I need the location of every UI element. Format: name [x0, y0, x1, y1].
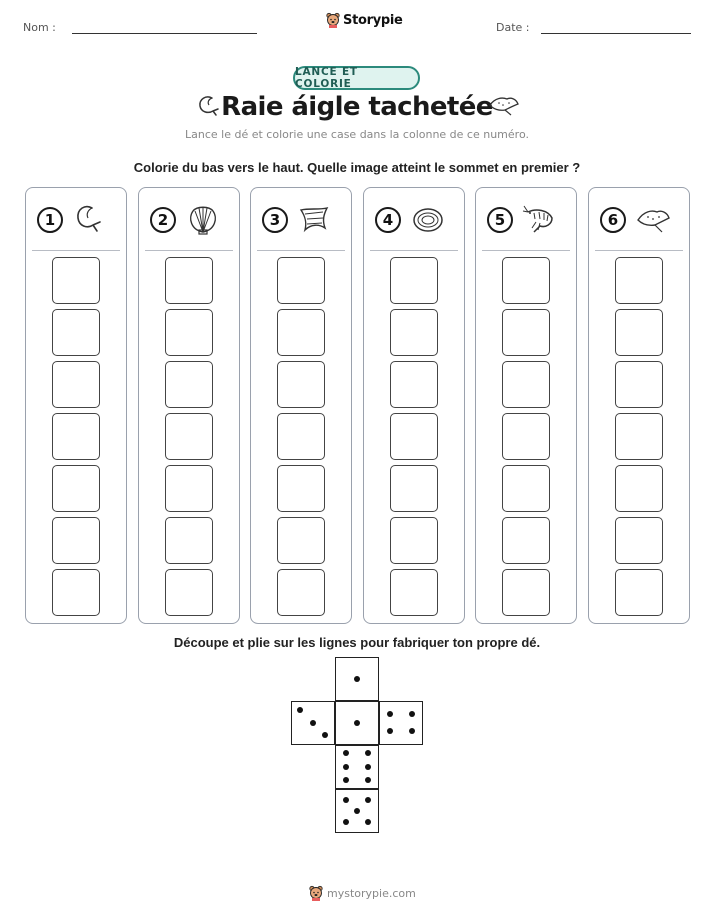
color-cell[interactable]: [390, 569, 438, 616]
instruction-bottom: Découpe et plie sur les lignes pour fabriquer ton propre dé.: [173, 635, 541, 650]
column-5: [475, 187, 577, 624]
color-cell[interactable]: [615, 413, 663, 460]
column-number: 4: [375, 207, 401, 233]
die-pip: [343, 764, 349, 770]
bear-logo-icon: [326, 12, 340, 28]
column-3: [250, 187, 352, 624]
column-6: [588, 187, 690, 624]
color-cell[interactable]: [277, 517, 325, 564]
column-divider: [145, 250, 233, 251]
color-cell[interactable]: [165, 309, 213, 356]
column-divider: [595, 250, 683, 251]
name-line[interactable]: [72, 33, 257, 34]
color-cell[interactable]: [502, 517, 550, 564]
die-pip: [387, 711, 393, 717]
column-divider: [257, 250, 345, 251]
die-pip: [365, 819, 371, 825]
footer-url: mystorypie.com: [327, 886, 416, 900]
column-2: [138, 187, 240, 624]
color-cell[interactable]: [277, 569, 325, 616]
die-pip: [343, 750, 349, 756]
die-face-4: [379, 701, 423, 745]
column-number: 1: [37, 207, 63, 233]
die-pip: [365, 777, 371, 783]
die-face-6: [335, 745, 379, 789]
instruction-top: Colorie du bas vers le haut. Quelle image atteint le sommet en premier ?: [133, 160, 581, 175]
color-cell[interactable]: [390, 413, 438, 460]
color-cell[interactable]: [615, 361, 663, 408]
die-pip: [365, 750, 371, 756]
color-cell[interactable]: [390, 465, 438, 512]
color-cell[interactable]: [277, 413, 325, 460]
fish-tail-icon: [297, 202, 333, 238]
die-pip: [387, 728, 393, 734]
stingray-icon: [487, 93, 521, 117]
color-cell[interactable]: [502, 413, 550, 460]
clam-icon: [410, 202, 446, 238]
footer: [309, 885, 416, 901]
hook-icon: [72, 202, 108, 238]
color-cell[interactable]: [52, 413, 100, 460]
die-pip: [322, 732, 328, 738]
column-divider: [32, 250, 120, 251]
color-cell[interactable]: [502, 257, 550, 304]
column-4: [363, 187, 465, 624]
color-cell[interactable]: [52, 517, 100, 564]
column-number: 2: [150, 207, 176, 233]
color-cell[interactable]: [52, 309, 100, 356]
die-pip: [354, 676, 360, 682]
die-pip: [365, 764, 371, 770]
column-divider: [370, 250, 458, 251]
color-cell[interactable]: [165, 361, 213, 408]
die-pip: [409, 728, 415, 734]
die-pip: [310, 720, 316, 726]
color-cell[interactable]: [615, 309, 663, 356]
activity-badge: LANCE ET COLORIE: [293, 66, 420, 90]
die-pip: [354, 720, 360, 726]
color-cell[interactable]: [52, 569, 100, 616]
color-cell[interactable]: [277, 465, 325, 512]
color-cell[interactable]: [165, 517, 213, 564]
column-number: 3: [262, 207, 288, 233]
die-pip: [343, 777, 349, 783]
color-cell[interactable]: [615, 517, 663, 564]
die-pip: [343, 797, 349, 803]
shrimp-icon: [522, 202, 558, 238]
color-cell[interactable]: [390, 517, 438, 564]
color-cell[interactable]: [615, 465, 663, 512]
color-cell[interactable]: [502, 465, 550, 512]
color-cell[interactable]: [52, 465, 100, 512]
color-cell[interactable]: [390, 309, 438, 356]
color-cell[interactable]: [165, 569, 213, 616]
scallop-shell-icon: [185, 202, 221, 238]
bear-logo-icon: [309, 885, 323, 901]
subtitle: Lance le dé et colorie une case dans la colonne de ce numéro.: [185, 128, 529, 141]
die-face-5: [335, 789, 379, 833]
brand: [326, 12, 403, 28]
brand-name: Storypie: [343, 12, 403, 28]
color-cell[interactable]: [165, 413, 213, 460]
die-pip: [365, 797, 371, 803]
name-label: Nom :: [23, 21, 56, 34]
die-face-3: [291, 701, 335, 745]
color-cell[interactable]: [390, 361, 438, 408]
die-face-1: [335, 701, 379, 745]
column-number: 6: [600, 207, 626, 233]
die-pip: [343, 819, 349, 825]
color-cell[interactable]: [277, 361, 325, 408]
die-pip: [297, 707, 303, 713]
date-line[interactable]: [541, 33, 691, 34]
page-title: Raie áigle tachetée: [221, 92, 493, 122]
color-cell[interactable]: [52, 361, 100, 408]
color-cell[interactable]: [502, 569, 550, 616]
color-cell[interactable]: [165, 257, 213, 304]
column-1: [25, 187, 127, 624]
color-cell[interactable]: [615, 569, 663, 616]
die-pip: [409, 711, 415, 717]
die-pip: [354, 808, 360, 814]
column-number: 5: [487, 207, 513, 233]
color-cell[interactable]: [165, 465, 213, 512]
color-cell[interactable]: [52, 257, 100, 304]
color-cell[interactable]: [502, 309, 550, 356]
die-face-1: [335, 657, 379, 701]
column-divider: [482, 250, 570, 251]
color-cell[interactable]: [277, 257, 325, 304]
date-label: Date :: [496, 21, 530, 34]
color-cell[interactable]: [277, 309, 325, 356]
stingray-icon: [635, 202, 671, 238]
color-cell[interactable]: [615, 257, 663, 304]
color-cell[interactable]: [502, 361, 550, 408]
color-cell[interactable]: [390, 257, 438, 304]
